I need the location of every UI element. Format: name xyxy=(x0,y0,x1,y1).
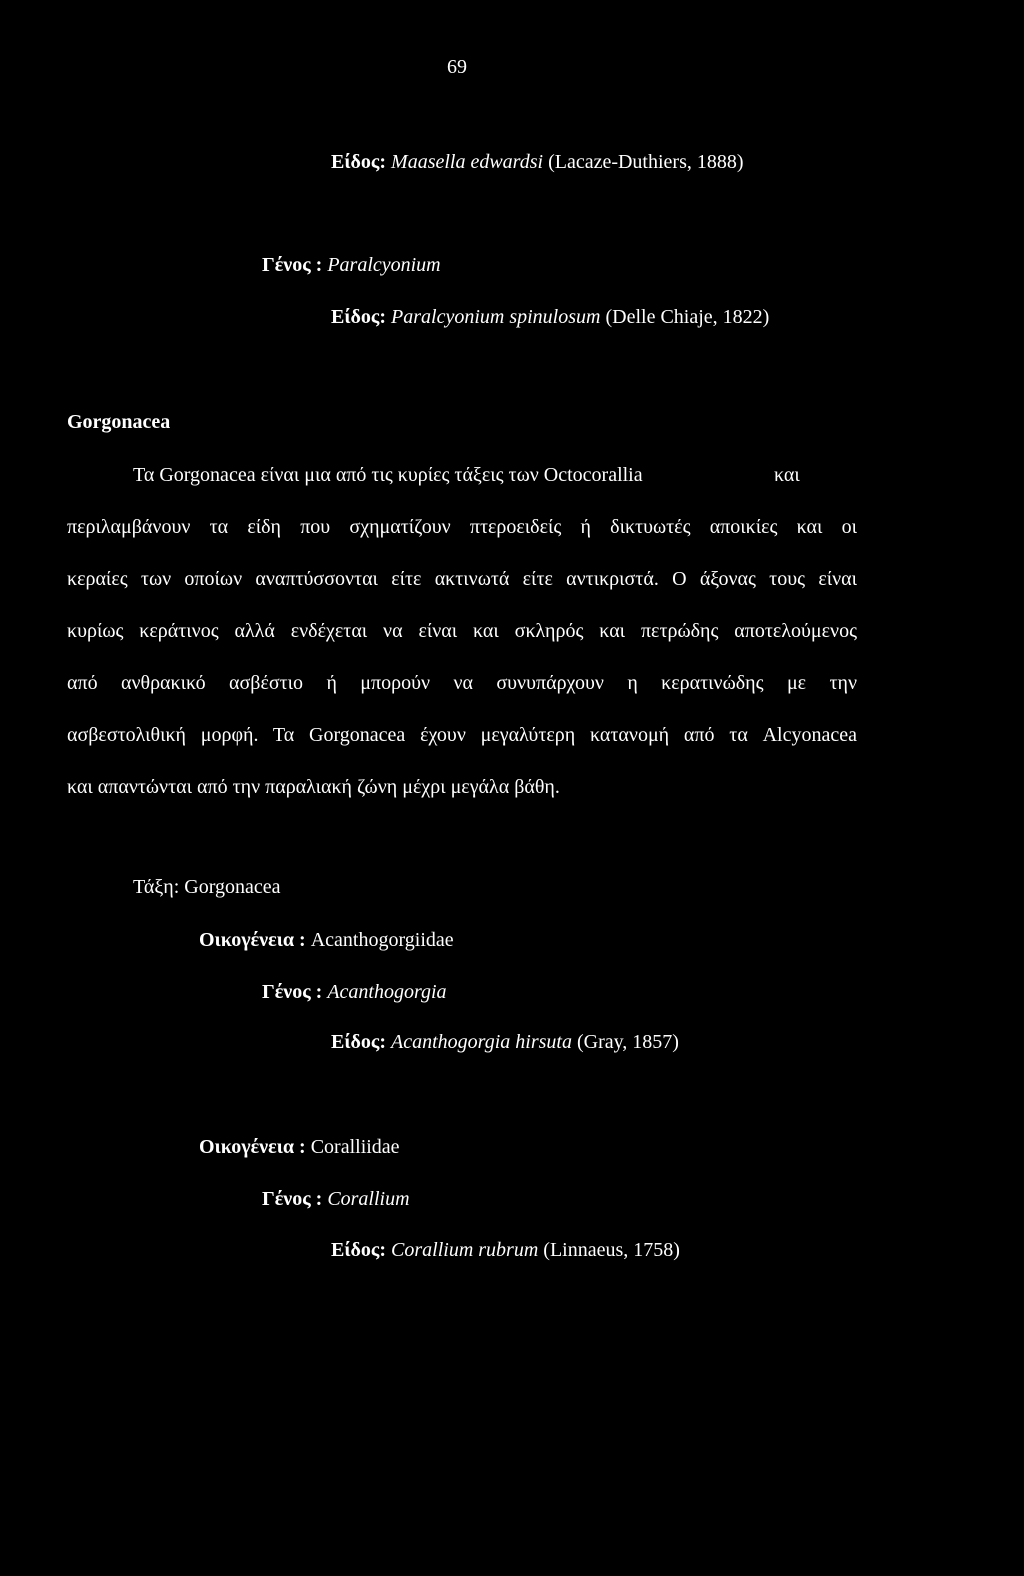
page-number: 69 xyxy=(447,56,467,78)
genus-entry-paralcyonium xyxy=(262,253,441,277)
family-entry-acanthogorgiidae xyxy=(199,928,454,952)
species-entry-corallium xyxy=(331,1238,680,1262)
paragraph-line-1b: και xyxy=(774,464,800,486)
genus-label: Γένος : xyxy=(262,1188,323,1210)
family-name: Acanthogorgiidae xyxy=(310,929,454,951)
species-author: (Delle Chiaje, 1822) xyxy=(605,306,770,328)
species-label: Είδος: xyxy=(331,1239,387,1261)
family-label: Οικογένεια : xyxy=(199,1136,306,1158)
paragraph-line-1a: Τα Gorgonacea είναι μια από τις κυρίες τάξεις των Octocorallia xyxy=(133,464,643,486)
paragraph-line-3: κεραίες των οποίων αναπτύσσονται είτε ακτινωτά είτε αντικριστά. Ο άξονας τους είναι xyxy=(67,568,857,590)
paragraph-line-7: και απαντώνται από την παραλιακή ζώνη μέχρι μεγάλα βάθη. xyxy=(67,776,560,798)
paragraph-line-4: κυρίως κεράτινος αλλά ενδέχεται να είναι και σκληρός και πετρώδης αποτελούμενος xyxy=(67,620,857,642)
species-name: Maasella edwardsi xyxy=(391,151,544,173)
species-entry-paralcyonium xyxy=(331,305,769,329)
species-label: Είδος: xyxy=(331,151,387,173)
section-heading: Gorgonacea xyxy=(67,411,171,433)
species-name: Paralcyonium spinulosum xyxy=(391,306,601,328)
genus-label: Γένος : xyxy=(262,981,323,1003)
species-name: Corallium rubrum xyxy=(391,1239,539,1261)
genus-entry-corallium xyxy=(262,1187,410,1211)
species-author: (Gray, 1857) xyxy=(576,1031,679,1053)
order-value: Gorgonacea xyxy=(184,876,281,898)
species-author: (Linnaeus, 1758) xyxy=(543,1239,680,1261)
paragraph-line-6: ασβεστολιθική μορφή. Τα Gorgonacea έχουν μεγαλύτερη κατανομή από τα Alcyonacea xyxy=(67,724,857,746)
species-label: Είδος: xyxy=(331,306,387,328)
paragraph-line-2: περιλαμβάνουν τα είδη που σχηματίζουν πτεροειδείς ή δικτυωτές αποικίες και οι xyxy=(67,516,857,538)
family-entry-coralliidae xyxy=(199,1135,400,1159)
species-author: (Lacaze-Duthiers, 1888) xyxy=(548,151,744,173)
genus-label: Γένος : xyxy=(262,254,323,276)
order-entry xyxy=(133,875,281,899)
genus-entry-acanthogorgia xyxy=(262,980,447,1004)
species-entry-acanthogorgia xyxy=(331,1030,679,1054)
species-name: Acanthogorgia hirsuta xyxy=(391,1031,572,1053)
family-name: Coralliidae xyxy=(310,1136,400,1158)
species-entry-maasella xyxy=(331,150,744,174)
genus-name: Acanthogorgia xyxy=(327,981,447,1003)
paragraph-line-5: από ανθρακικό ασβέστιο ή μπορούν να συνυπάρχουν η κερατινώδης με την xyxy=(67,672,857,694)
genus-name: Paralcyonium xyxy=(327,254,441,276)
family-label: Οικογένεια : xyxy=(199,929,306,951)
genus-name: Corallium xyxy=(327,1188,410,1210)
species-label: Είδος: xyxy=(331,1031,387,1053)
order-label: Τάξη: xyxy=(133,876,180,898)
